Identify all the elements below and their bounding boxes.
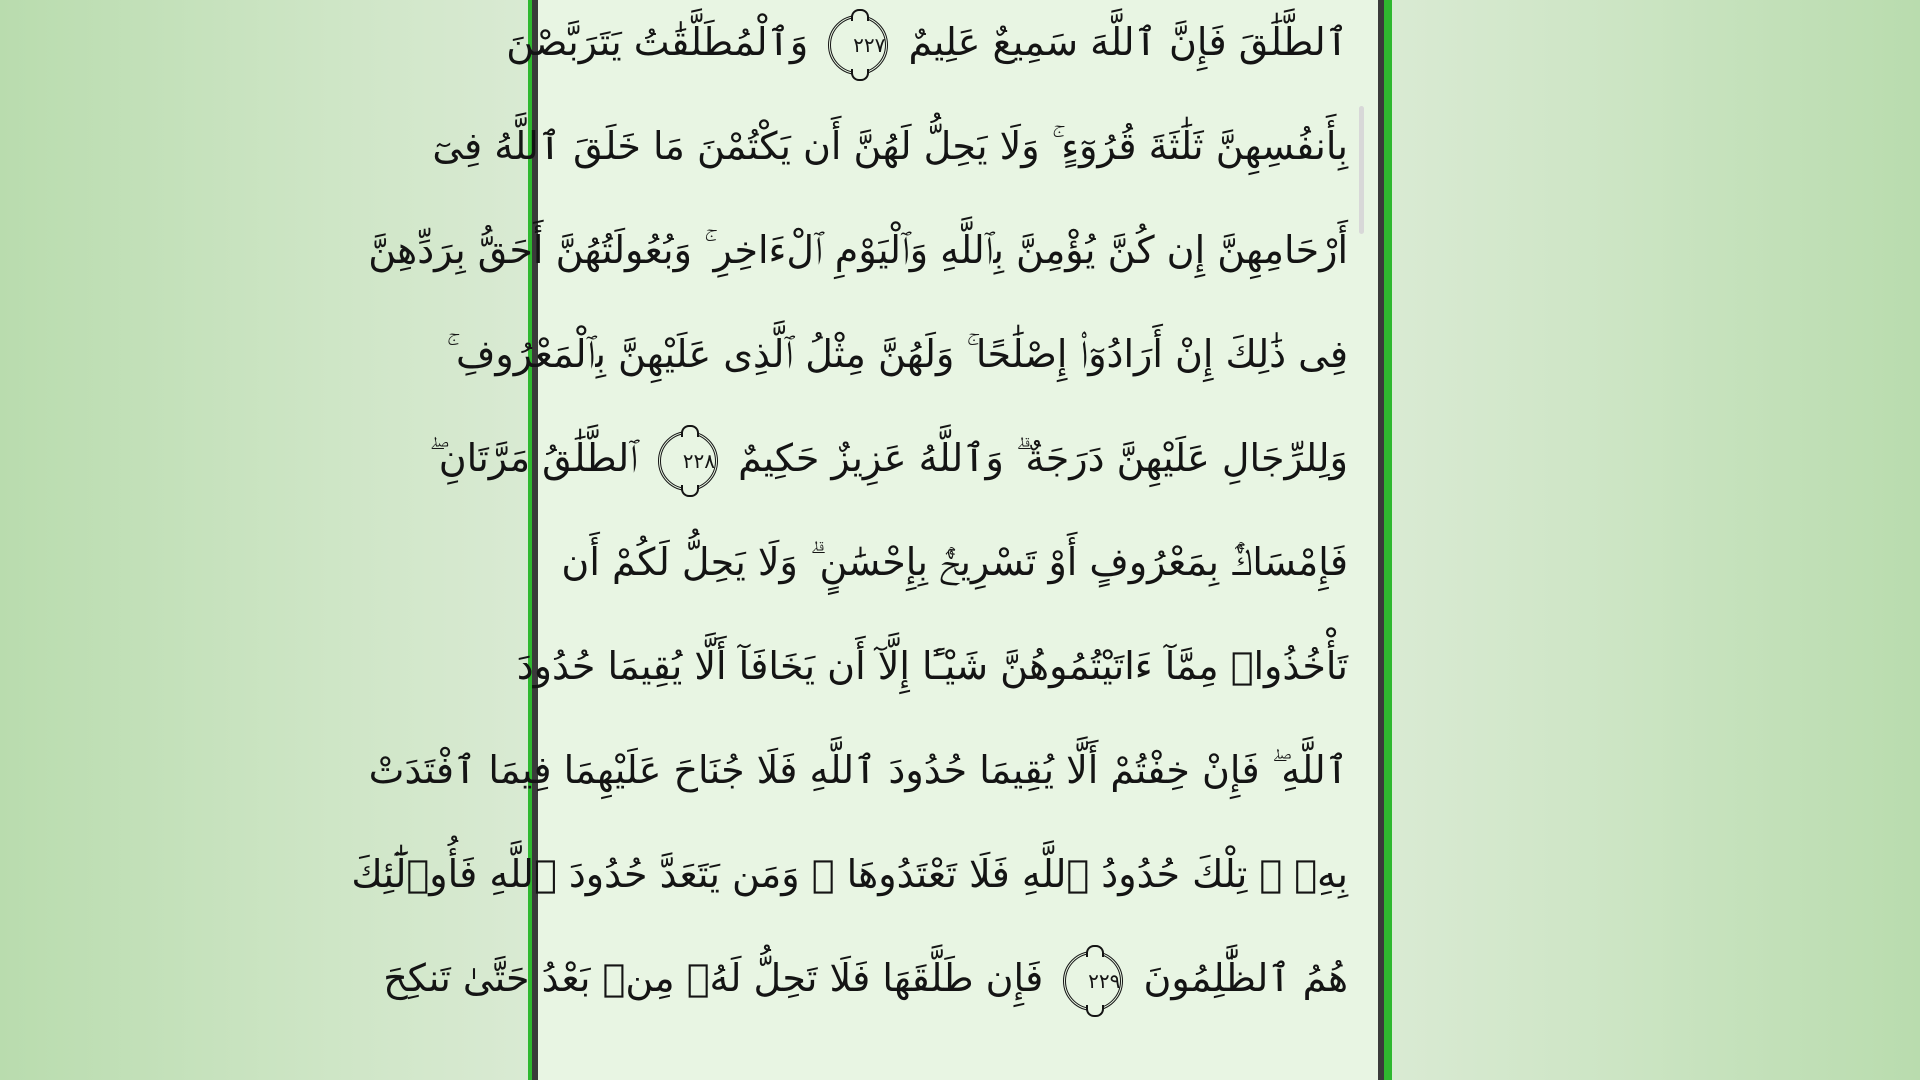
verse-line — [446, 304, 1348, 404]
ayah-number-marker: ٢٢٩ — [1063, 951, 1123, 1011]
verse-text: فَإِن طَلَّقَهَا فَلَا تَحِلُّ لَهُۥ مِنۢ بَعْدُ حَتَّىٰ تَنكِحَ — [383, 956, 1044, 1000]
verse-text: ٱللَّهِ ۖ فَإِنْ خِفْتُمْ أَلَّا يُقِيمَا حُدُودَ ٱللَّهِ فَلَا جُنَاحَ عَلَيْهِمَا فِيمَا ٱفْتَدَتْ — [368, 748, 1348, 792]
verse-text: وَٱلْمُطَلَّقَٰتُ يَتَرَبَّصْنَ — [506, 20, 809, 64]
verse-line — [516, 616, 1348, 716]
verse-text: فِى ذَٰلِكَ إِنْ أَرَادُوٓا۟ إِصْلَٰحًا ۚ وَلَهُنَّ مِثْلُ ٱلَّذِى عَلَيْهِنَّ بِٱلْمَعْرُوفِ ۚ — [446, 332, 1348, 376]
verse-text: بِهِۦ ۗ تِلْكَ حُدُودُ ٱللَّهِ فَلَا تَعْتَدُوهَا ۚ وَمَن يَتَعَدَّ حُدُودَ ٱللَّهِ فَأُو۟لَٰٓئِكَ — [351, 852, 1348, 896]
verse-line — [561, 512, 1348, 612]
verse-text: بِأَنفُسِهِنَّ ثَلَٰثَةَ قُرُوٓءٍ ۚ وَلَا يَحِلُّ لَهُنَّ أَن يَكْتُمْنَ مَا خَلَقَ ٱللَّهُ فِىٓ — [432, 124, 1348, 168]
ayah-number-marker: ٢٢٨ — [658, 431, 718, 491]
verse-text: ٱلطَّلَٰقَ فَإِنَّ ٱللَّهَ سَمِيعٌ عَلِيمٌ — [908, 20, 1348, 64]
verse-line — [351, 824, 1348, 924]
verse-lines — [351, 0, 1348, 1080]
verse-text: أَرْحَامِهِنَّ إِن كُنَّ يُؤْمِنَّ بِٱللَّهِ وَٱلْيَوْمِ ٱلْءَاخِرِ ۚ وَبُعُولَتُهُنَّ أَحَقُّ بِرَدِّهِنَّ — [368, 228, 1348, 272]
verse-line — [429, 408, 1348, 508]
mushaf-page — [351, 0, 1378, 1080]
verse-text: هُمُ ٱلظَّٰلِمُونَ — [1143, 956, 1348, 1000]
verse-text: وَلِلرِّجَالِ عَلَيْهِنَّ دَرَجَةٌ ۗ وَٱللَّهُ عَزِيزٌ حَكِيمٌ — [738, 436, 1348, 480]
verse-line — [506, 0, 1348, 92]
verse-line — [383, 928, 1348, 1028]
scrollbar[interactable] — [1359, 106, 1364, 234]
verse-line — [368, 200, 1348, 300]
verse-line — [432, 96, 1348, 196]
verse-text: تَأْخُذُوا۟ مِمَّآ ءَاتَيْتُمُوهُنَّ شَيْـًٔا إِلَّآ أَن يَخَافَآ أَلَّا يُقِيمَا حُدُودَ — [516, 644, 1348, 688]
verse-line — [368, 720, 1348, 820]
verse-text: ٱلطَّلَٰقُ مَرَّتَانِ ۖ — [429, 436, 638, 480]
ayah-number-marker: ٢٢٧ — [828, 15, 888, 75]
verse-text: فَإِمْسَاكٌۢ بِمَعْرُوفٍ أَوْ تَسْرِيحٌۢ بِإِحْسَٰنٍ ۗ وَلَا يَحِلُّ لَكُمْ أَن — [561, 540, 1348, 584]
